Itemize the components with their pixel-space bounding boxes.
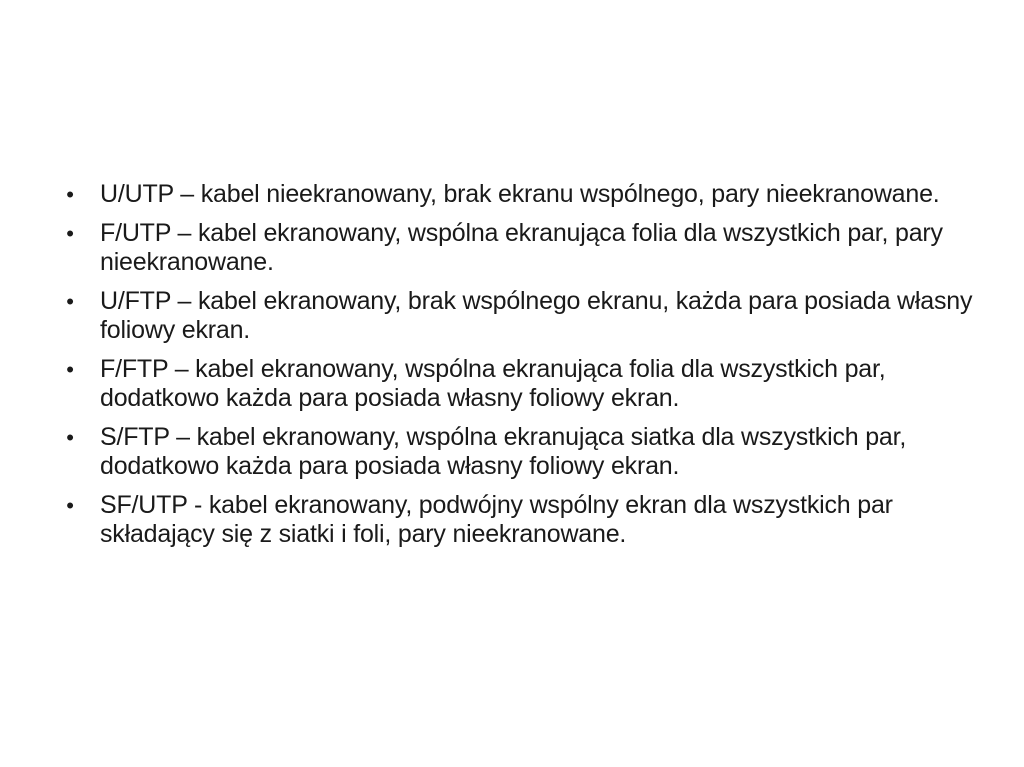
bullet-item-u-utp — [56, 180, 976, 209]
bullet-item-f-ftp — [56, 355, 976, 413]
bullet-item-u-ftp — [56, 287, 976, 345]
bullet-item-s-ftp — [56, 423, 976, 481]
bullet-item-f-utp — [56, 219, 976, 277]
bullet-dot-icon: • — [66, 221, 74, 246]
bullet-text: F/UTP – kabel ekranowany, wspólna ekranująca folia dla wszystkich par, pary nieekranowane. — [100, 219, 943, 276]
bullet-text: F/FTP – kabel ekranowany, wspólna ekranująca folia dla wszystkich par, dodatkowo każda para posiada własny foliowy ekran. — [100, 355, 886, 412]
bullet-item-sf-utp — [56, 491, 976, 549]
bullet-text: S/FTP – kabel ekranowany, wspólna ekranująca siatka dla wszystkich par, dodatkowo każda para posiada własny foliowy ekran. — [100, 423, 907, 480]
bullet-text: U/UTP – kabel nieekranowany, brak ekranu wspólnego, pary nieekranowane. — [100, 180, 940, 208]
bullet-list — [56, 180, 976, 559]
bullet-dot-icon: • — [66, 182, 74, 207]
bullet-text: SF/UTP - kabel ekranowany, podwójny wspólny ekran dla wszystkich par składający się z siatki i foli, pary nieekranowane. — [100, 491, 893, 548]
bullet-text: U/FTP – kabel ekranowany, brak wspólnego ekranu, każda para posiada własny foliowy ekran. — [100, 287, 973, 344]
bullet-dot-icon: • — [66, 289, 74, 314]
bullet-dot-icon: • — [66, 493, 74, 518]
bullet-dot-icon: • — [66, 357, 74, 382]
bullet-dot-icon: • — [66, 425, 74, 450]
